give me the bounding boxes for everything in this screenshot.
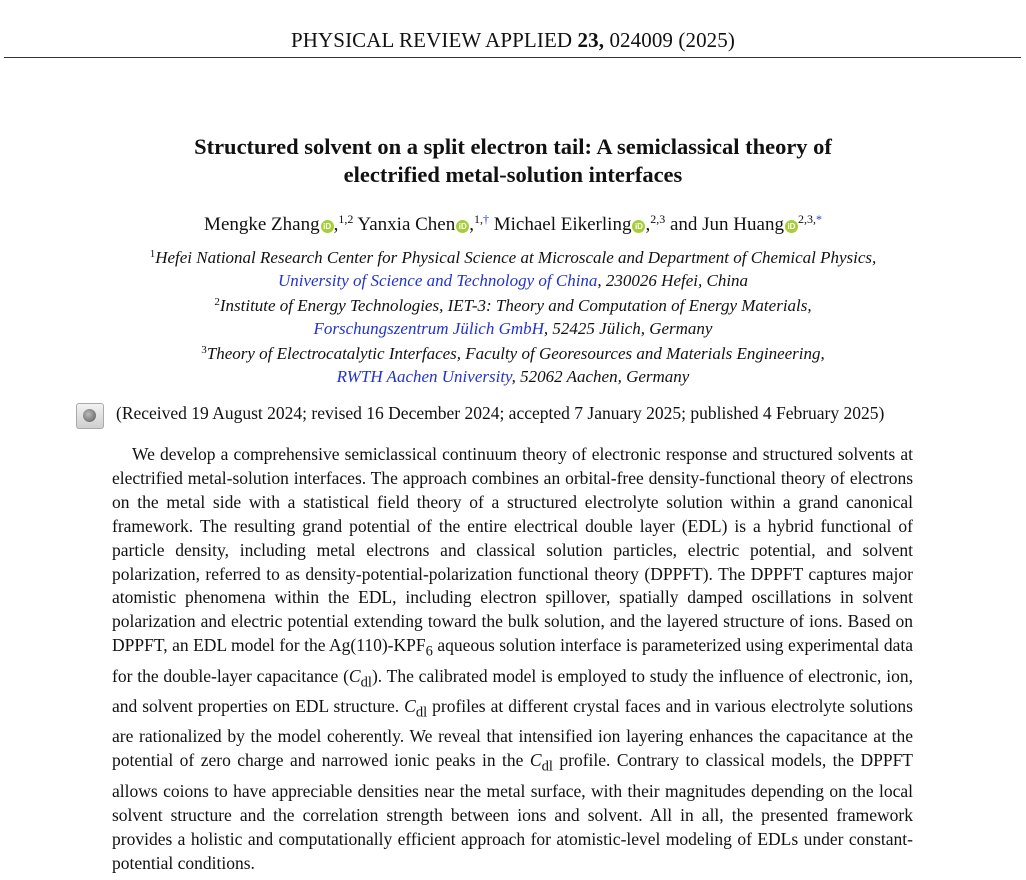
author-name: Yanxia Chen bbox=[357, 214, 456, 235]
author-name: Mengke Zhang bbox=[204, 214, 320, 235]
publication-dates: (Received 19 August 2024; revised 16 December 2024; accepted 7 January 2025; published 4 February 2025) bbox=[116, 403, 885, 423]
journal-name: PHYSICAL REVIEW APPLIED bbox=[291, 28, 573, 52]
journal-header bbox=[0, 28, 1026, 53]
abstract-text: profile. Contrary to classical models, the DPPFT allows coions to have appreciable densities near the metal surface, with their magnitudes depending on the local solvent structure and the correlation strength between ions and solvent. All in all, the presented framework provides a holistic and computationally efficient approach for atomistic-level modeling of EDLs under constant-potential conditions. bbox=[112, 750, 913, 873]
symbol-c: C bbox=[404, 696, 416, 717]
author-note-link[interactable]: † bbox=[482, 212, 489, 226]
affiliation-location: , 52062 Aachen, Germany bbox=[511, 367, 690, 386]
subscript: dl bbox=[541, 758, 553, 775]
orcid-icon[interactable]: iD bbox=[321, 220, 334, 233]
author-name: Michael Eikerling bbox=[493, 214, 632, 235]
abstract bbox=[112, 443, 913, 875]
subscript: 6 bbox=[425, 643, 433, 660]
author-list: Mengke Zhang iD ,$^{1,2}$ Yanxia Chen iD ,$^{1,\dagger}$ Michael Eikerling iD ,$^{2,3}$ and Jun Huang $iD^{2,3,*}$ bbox=[204, 212, 822, 235]
affiliation-link[interactable]: University of Science and Technology of China bbox=[277, 271, 598, 290]
affiliation-2 bbox=[0, 291, 1026, 340]
title-line-1: Structured solvent on a split electron tail: A semiclassical theory of bbox=[194, 134, 832, 159]
abstract-text: aqueous solution interface is parameterized using experimental data for the double-layer capacitance ( bbox=[112, 635, 914, 686]
affiliation-number: 1 bbox=[149, 248, 156, 260]
author-affil-sup: 1,2 bbox=[338, 212, 354, 226]
abstract-text: ). The calibrated model is employed to study the influence of electronic, ion, and solvent properties on EDL structure. bbox=[112, 665, 913, 717]
orcid-icon[interactable]: iD bbox=[632, 220, 645, 233]
title-line-2: electrified metal-solution interfaces bbox=[343, 162, 683, 187]
subscript: dl bbox=[415, 704, 428, 721]
check-for-updates-icon[interactable] bbox=[76, 403, 104, 429]
affiliation-1 bbox=[0, 243, 1026, 292]
subscript: dl bbox=[360, 674, 372, 691]
author-affil-sup: 2,3,* bbox=[797, 212, 822, 226]
affiliation-link[interactable]: Forschungszentrum Jülich GmbH bbox=[313, 319, 544, 338]
author-affil-sup: 2,3 bbox=[650, 212, 666, 226]
affiliation-number: 3 bbox=[201, 344, 207, 356]
journal-volume: 23, bbox=[577, 28, 605, 52]
abstract-text: We develop a comprehensive semiclassical continuum theory of electronic response and structured solvents at electrified metal-solution interfaces. The approach combines an orbital-free density-functional theory of electrons on the metal side with a statistical field theory of a structured electrolyte solution within a grand canonical framework. The resulting grand potential of the entire electrical double layer (EDL) is a hybrid functional of particle density, including metal electrons and classical solution particles, electric potential, and solvent polarization, referred to as density-potential-polarization functional theory (DPPFT). The DPPFT captures major atomistic phenomena within the EDL, including electron spillover, spatially damped oscillations in solvent polarization and electric potential extending toward the bulk solution, and the layered structure of ions. Based on DPPFT, an EDL model for the Ag(110)-KPF bbox=[112, 444, 913, 656]
affiliation-location: , 52425 Jülich, Germany bbox=[543, 319, 713, 338]
author-name: Jun Huang bbox=[702, 214, 784, 235]
author-affil-sup: 1,† bbox=[473, 212, 489, 226]
header-rule bbox=[4, 57, 1021, 58]
article-number: 024009 (2025) bbox=[609, 28, 735, 52]
affiliation-location: , 230026 Hefei, China bbox=[597, 271, 749, 290]
symbol-c: C bbox=[529, 750, 542, 771]
affiliation-text: Institute of Energy Technologies, IET-3: Theory and Computation of Energy Materials, bbox=[219, 296, 812, 315]
paper-title bbox=[100, 133, 926, 189]
symbol-c: C bbox=[348, 665, 361, 686]
orcid-icon[interactable]: iD bbox=[456, 220, 469, 233]
affiliation-text: Theory of Electrocatalytic Interfaces, Faculty of Georesources and Materials Engineering, bbox=[206, 344, 825, 363]
abstract-text: profiles at different crystal faces and in various electrolyte solutions are rationalized by the model coherently. We reveal that intensified ion layering enhances the capacitance at the potential of zero charge and narrowed ionic peaks in the bbox=[112, 696, 913, 771]
authors-and: and bbox=[669, 214, 698, 235]
affiliation-3 bbox=[0, 339, 1026, 388]
affiliation-link[interactable]: RWTH Aachen University bbox=[336, 367, 512, 386]
affiliation-text: Hefei National Research Center for Physical Science at Microscale and Department of Chemical Physics, bbox=[155, 248, 877, 267]
author-note-link[interactable]: * bbox=[815, 212, 822, 226]
orcid-icon[interactable]: iD bbox=[785, 220, 798, 233]
affiliation-number: 2 bbox=[214, 296, 220, 308]
